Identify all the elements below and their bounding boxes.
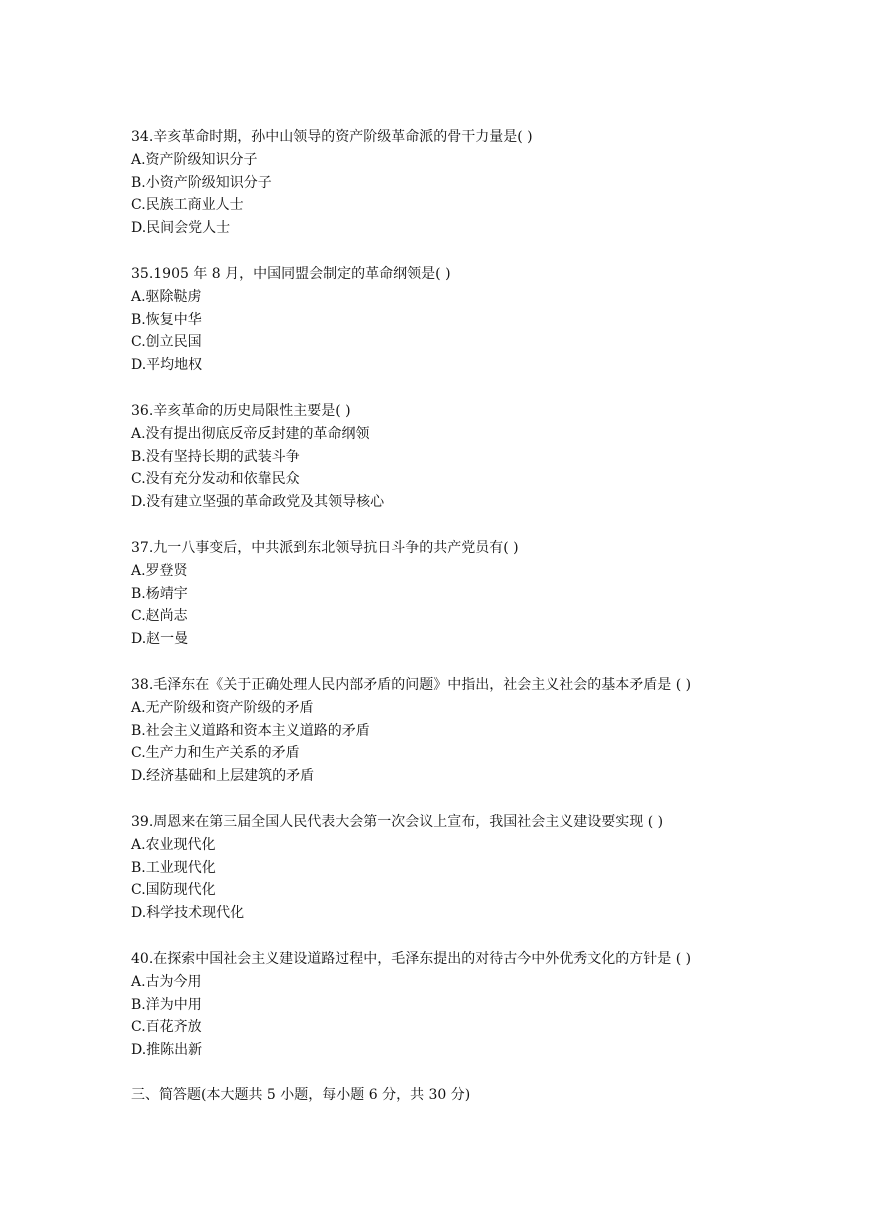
option-a: A.罗登贤 xyxy=(131,562,188,579)
question-34 xyxy=(131,126,851,240)
option-c: C.民族工商业人士 xyxy=(131,197,244,214)
option-a: A.驱除鞑虏 xyxy=(131,288,202,305)
option-c: C.百花齐放 xyxy=(131,1019,202,1036)
question-stem: 34.辛亥革命时期，孙中山领导的资产阶级革命派的骨干力量是( ) xyxy=(131,129,533,145)
option-b: B.小资产阶级知识分子 xyxy=(131,174,272,191)
option-b: B.工业现代化 xyxy=(131,859,216,876)
question-stem: 40.在探索中国社会主义建设道路过程中，毛泽东提出的对待古今中外优秀文化的方针是 ( ) xyxy=(131,950,692,967)
option-c: C.国防现代化 xyxy=(131,882,216,899)
option-a: A.古为今用 xyxy=(131,973,202,990)
option-a: A.资产阶级知识分子 xyxy=(131,151,258,168)
question-40 xyxy=(131,948,851,1062)
option-b: B.洋为中用 xyxy=(131,996,202,1013)
option-d: D.平均地权 xyxy=(131,357,203,374)
option-c: C.生产力和生产关系的矛盾 xyxy=(131,745,300,762)
question-36 xyxy=(131,400,851,514)
option-d: D.没有建立坚强的革命政党及其领导核心 xyxy=(131,494,385,511)
option-b: B.恢复中华 xyxy=(131,311,202,328)
option-d: D.科学技术现代化 xyxy=(131,905,245,922)
question-39 xyxy=(131,811,851,925)
option-c: C.没有充分发动和依靠民众 xyxy=(131,471,300,488)
question-stem: 37.九一八事变后，中共派到东北领导抗日斗争的共产党员有( ) xyxy=(131,539,519,556)
option-d: D.民间会党人士 xyxy=(131,220,231,237)
option-c: C.创立民国 xyxy=(131,334,202,351)
option-a: A.农业现代化 xyxy=(131,836,216,853)
question-35 xyxy=(131,263,851,377)
question-stem: 35.1905 年 8 月，中国同盟会制定的革命纲领是( ) xyxy=(131,265,451,282)
question-stem: 39.周恩来在第三届全国人民代表大会第一次会议上宣布，我国社会主义建设要实现 ( ) xyxy=(131,813,664,830)
question-38 xyxy=(131,674,851,788)
option-b: B.社会主义道路和资本主义道路的矛盾 xyxy=(131,722,370,739)
question-37 xyxy=(131,537,851,651)
document-page xyxy=(131,126,851,1107)
section-heading-short-answer: 三、简答题(本大题共 5 小题，每小题 6 分，共 30 分) xyxy=(131,1086,471,1103)
option-d: D.经济基础和上层建筑的矛盾 xyxy=(131,768,315,785)
option-a: A.没有提出彻底反帝反封建的革命纲领 xyxy=(131,425,370,442)
option-a: A.无产阶级和资产阶级的矛盾 xyxy=(131,699,314,716)
option-d: D.推陈出新 xyxy=(131,1042,203,1059)
option-c: C.赵尚志 xyxy=(131,608,188,625)
question-stem: 38.毛泽东在《关于正确处理人民内部矛盾的问题》中指出，社会主义社会的基本矛盾是 ( ) xyxy=(131,676,692,693)
option-b: B.没有坚持长期的武装斗争 xyxy=(131,448,300,465)
question-stem: 36.辛亥革命的历史局限性主要是( ) xyxy=(131,402,351,419)
option-b: B.杨靖宇 xyxy=(131,585,188,602)
option-d: D.赵一曼 xyxy=(131,631,189,648)
